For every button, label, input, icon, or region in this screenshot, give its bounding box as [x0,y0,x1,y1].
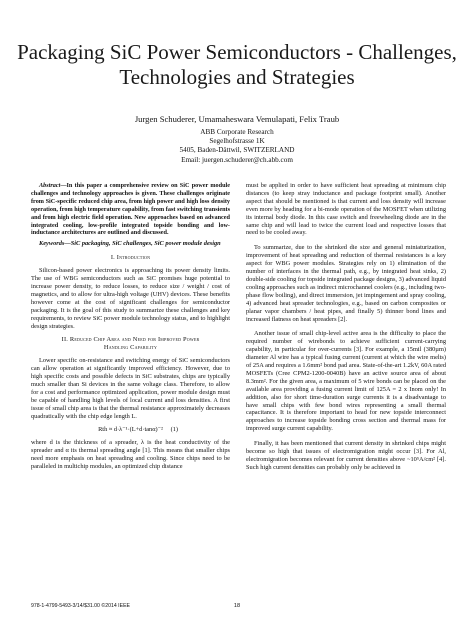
section2-text: Lower specific on-resistance and switching energy of SiC semiconductors can allow operation at significantly improved efficiency. However, due to high specific costs and possible defects in SiC substrates, chips are typically much smaller than Si devices in the same voltage class. Therefore, to allow for a cost and performance optimized application, power module design must be capable of handling high levels of local current and loss densities. A first issue of small chip area is that the thermal resistance approximately decreases quadratically with the chip edge length L. [31,357,230,420]
page-number: 18 [233,603,241,609]
abstract [31,182,230,237]
keywords: Keywords—SiC packaging, SiC challenges, SiC power module design [39,240,221,248]
left-column [31,182,230,471]
section-heading-line: Handling Capability [103,344,158,352]
paragraph: Finally, it has been mentioned that current density in shrinked chips might become so high that issues of electromigration might occur [3]. For Al, electromigration becomes relevant for current densities above ~10⁵A/cm² [4]. Such high current densities can probably only be achieved in [246,440,446,471]
paragraph: To summarize, due to the shrinked die size and general miniaturization, improvement of heat spreading and reduction of thermal resistances is a key aspect for WBG power modules. Strategies rely on 1) elimination of the number of interfaces in the thermal path, e.g., by integrated heat sinks, 2) double-side cooling for topside integrated package designs, 3) advanced liquid cooling approaches such as indirect microchannel coolers (e.g., including two-phase flow boiling), and direct immersion, jet impingement and spray cooling, 4) advanced heat spreader technologies, e.g., based on carbon composites or planar vapor chambers / heat pipes, and finally 5) thinner bond lines and increased flatness on heat spreaders [2]. [246,244,446,323]
equation-number: (1) [170,426,178,434]
author-email: Email: juergen.schuderer@ch.abb.com [181,155,293,164]
section-heading-reduced-chip-area [31,336,230,352]
equation-1 [31,426,230,434]
author-list: Jurgen Schuderer, Umamaheswara Vemulapati, Felix Traub [134,114,340,124]
abstract-text: —In this paper a comprehensive review on SiC power module challenges and technology approaches is given. These challenges originate from SiC-specific reduced chip area, from high power and high loss density operation, from high temperature capability, from fast switching transients and from high electric field operation. New approaches based on advanced integrated cooling, low-profile integrated topside bonding and low-inductance architectures are outlined and discussed. [31,182,230,237]
paragraph: must be applied in order to have sufficient heat spreading at minimum chip distances (to keep stray inductance and package footprint small). Another aspect that should be mentioned is that current and loss density will increase even more by heading for a bi-mode operation of the MOSFET when utilizing its internal body diode. In this case switch and freewheeling diode are in the same chip and will lead to twice the current load and respective losses that need to be cooled away. [246,182,446,237]
paragraph: Another issue of small chip-level active area is the difficulty to place the required number of wirebonds to achieve sufficient current-carrying capability, in particular for over-currents [3]. For example, a 15mil (380µm) diameter Al wire has a typical fusing current (current at which the wire melts) of 25A and requires a 1.6mm² bond pad area. State-of-the-art 1.2kV, 60A rated MOSFETs (Cree CPM2-1200-0040B) have an active source area of about 8.3mm². For the given area, a maximum of 5 wire bonds can be placed on the available area providing a fusing current limit of 125A = 2 x Inom only! In addition, also for short time-duration surge currents it is a disadvantage to have small chips with few bond wires representing a small thermal capacitance. It is therefore important to head for new topside interconnect approaches to increase topside bonding cross section and thermal mass for improved surge current capability. [246,330,446,433]
affiliation-block [0,128,474,165]
title-line-2: Technologies and Strategies [119,65,355,89]
equation-explanation: where d is the thickness of a spreader, λ is the heat conductivity of the spreader and α its thermal spreading angle [1]. This means that smaller chips need more emphasis on heat spreading and cooling. Since chips need to be paralleled in multichip modules, an optimized chip distance [31,439,230,471]
affiliation-line: 5405, Baden-Dättwil, SWITZERLAND [179,146,295,155]
introduction-text: Silicon-based power electronics is approaching its power density limits. The use of WBG semiconductors such as SiC promises huge potential to increase power density, to reduce losses, to reduce size / weight / cost of magnetics, and to allow for ultra-high voltage (UHV) devices. These benefits however come at the cost of significant challenges for semiconductor packaging. It is the goal of this study to summarize these challenges and key requirements, to review SiC power module technology status, and to highlight design strategies. [31,267,230,330]
affiliation-line: ABB Corporate Research [200,128,274,136]
copyright-line: 978-1-4799-5493-3/14/$31.00 ©2014 IEEE [31,603,131,609]
section-heading-introduction: I. Introduction [110,254,151,262]
section-heading-line: II. Reduced Chip Area and Need for Improved Power [61,336,200,344]
right-column [246,182,446,472]
paper-title [0,40,474,90]
abstract-label: Abstract [39,182,61,189]
affiliation-line: Segelhofstrasse 1K [209,137,265,146]
title-line-1: Packaging SiC Power Semiconductors - Challenges, [17,40,457,64]
equation-body: Rth ≈ d·λ⁻¹·(L+d·tanα)⁻² [98,426,163,434]
